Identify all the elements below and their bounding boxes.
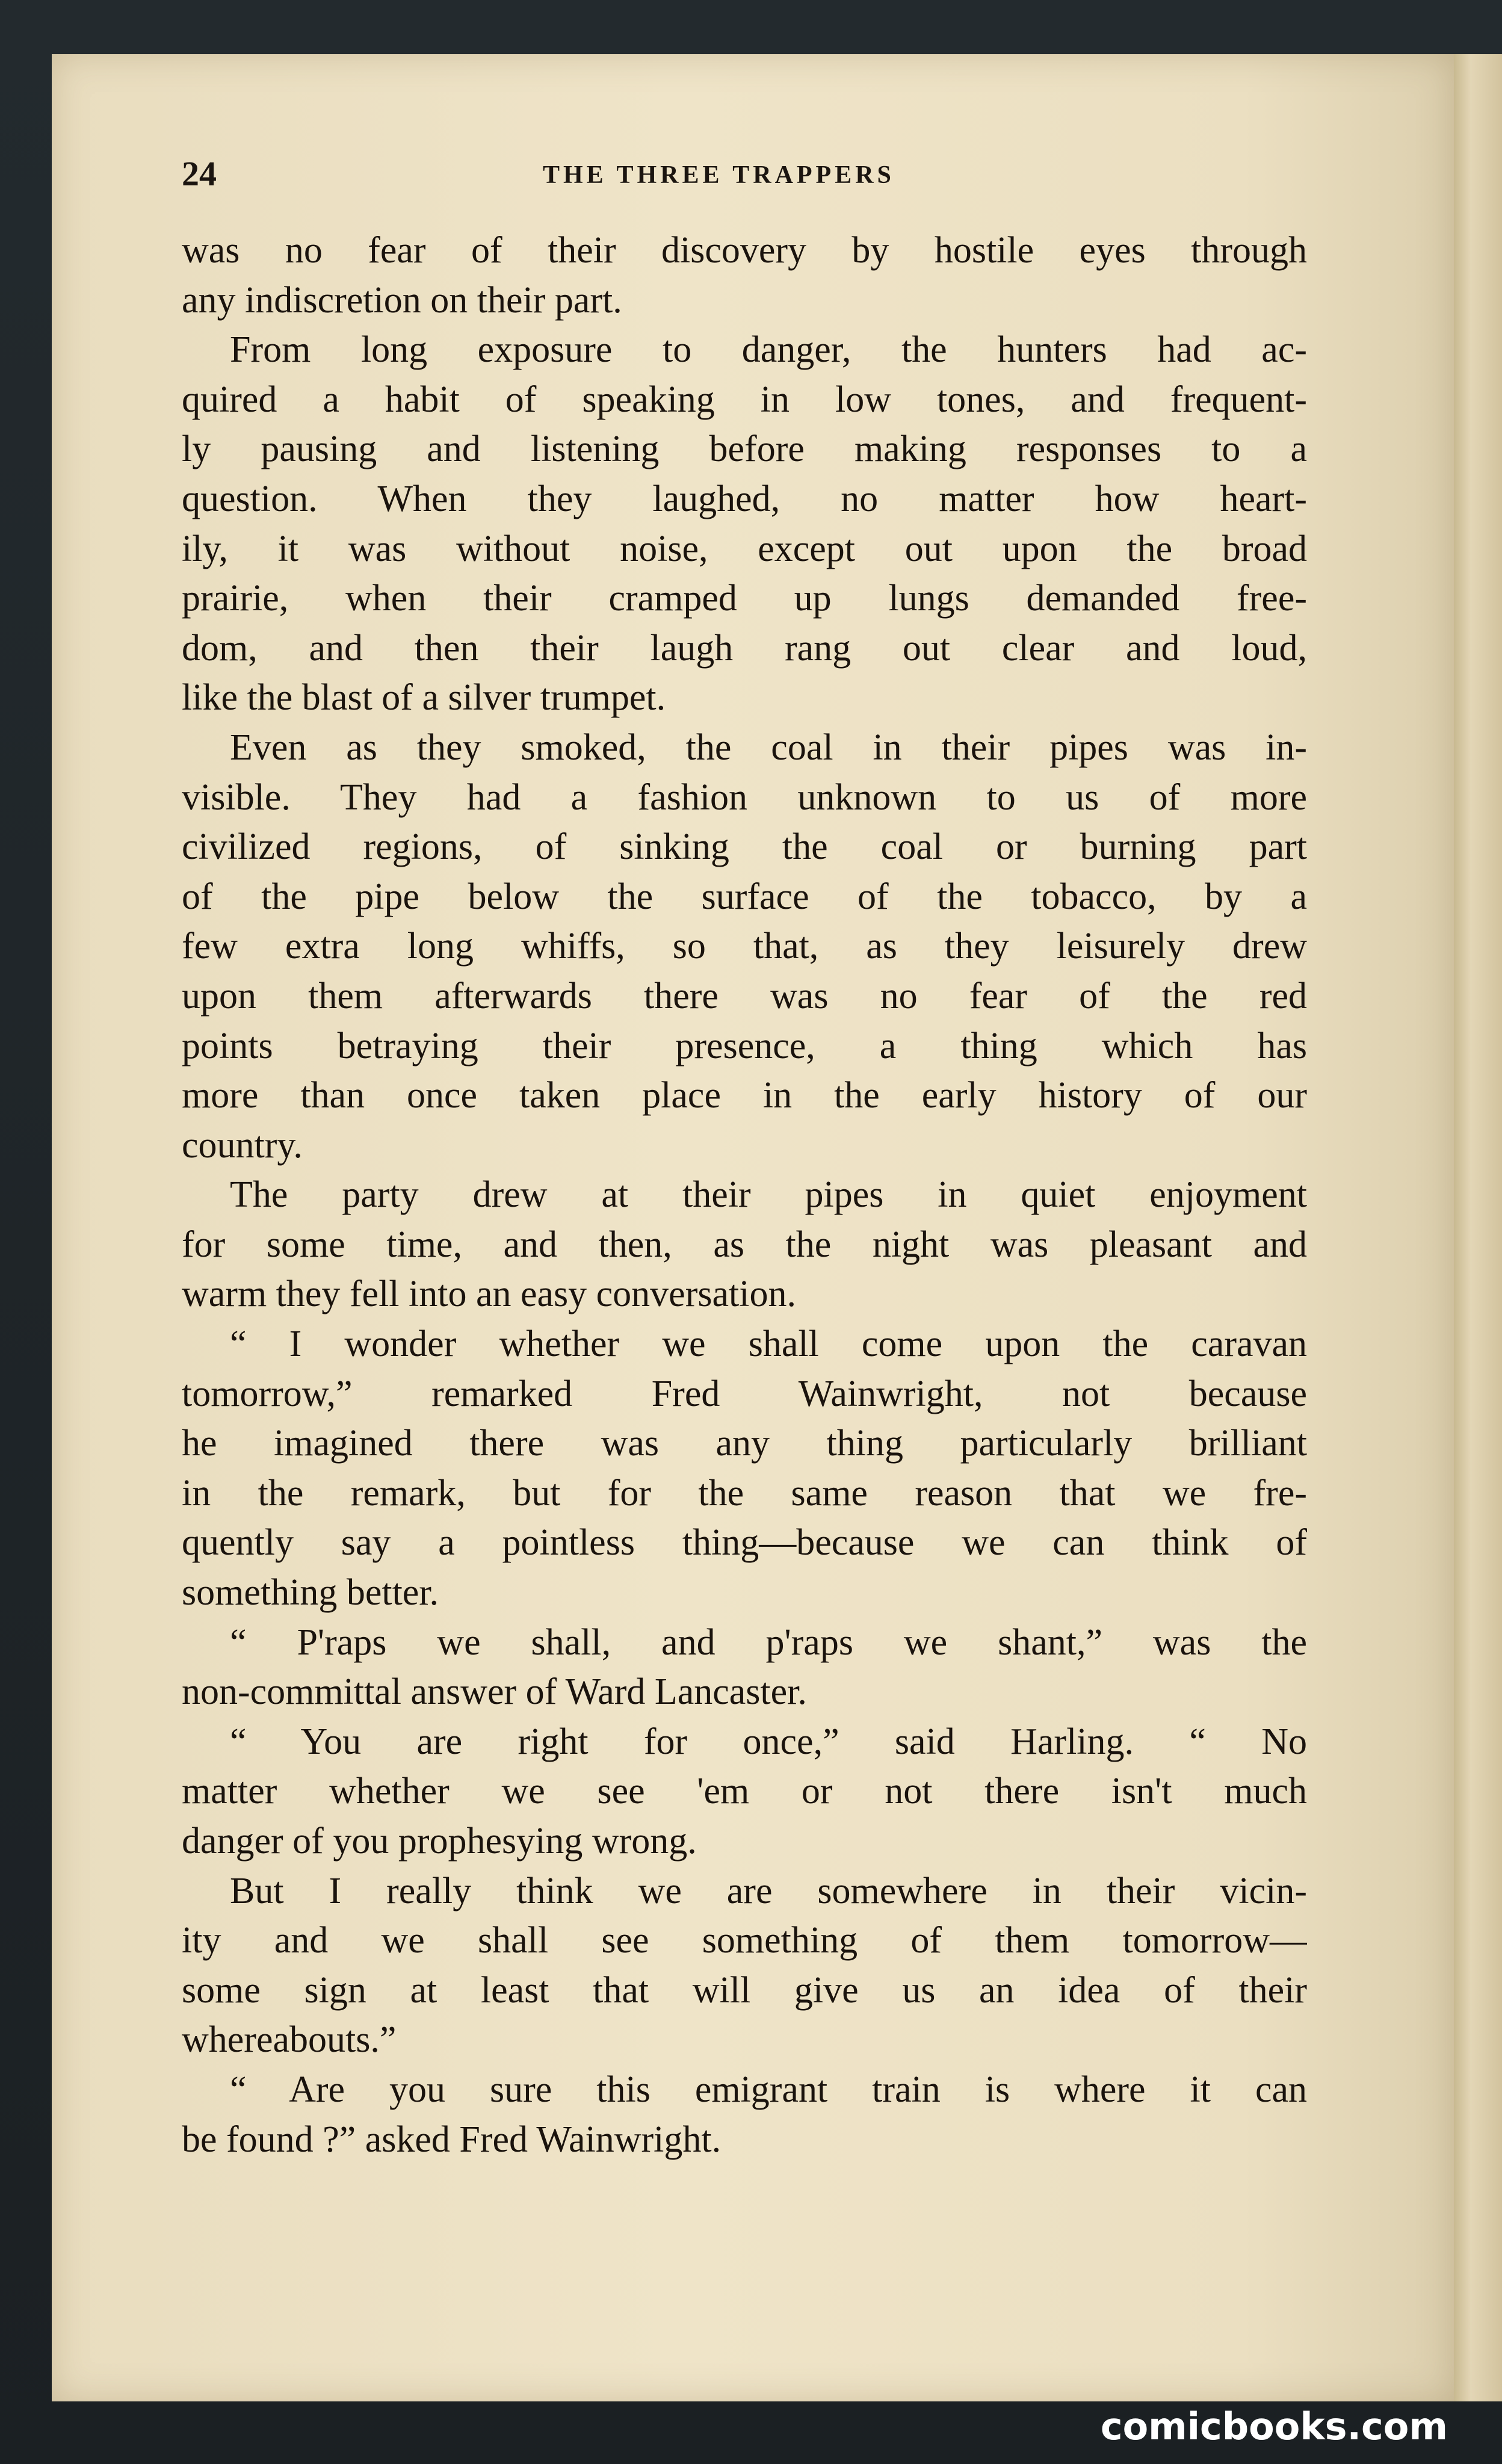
running-header (182, 153, 1307, 202)
book-spine-edge (1454, 54, 1502, 2401)
text-line: was no fear of their discovery by hostile eyes through (182, 230, 1307, 271)
text-line: civilized regions, of sinking the coal or burning part (182, 826, 1307, 868)
text-line: From long exposure to danger, the hunters had ac- (230, 329, 1307, 371)
text-line: of the pipe below the surface of the tobacco, by a (182, 876, 1307, 917)
text-line: “ You are right for once,” said Harling. “ No (230, 1721, 1307, 1762)
text-line: for some time, and then, as the night was pleasant and (182, 1224, 1307, 1265)
text-line: quently say a pointless thing—because we can think of (182, 1522, 1307, 1564)
text-line: points betraying their presence, a thing which has (182, 1025, 1307, 1066)
text-line: he imagined there was any thing particularly brilliant (182, 1423, 1307, 1464)
text-line: “ Are you sure this emigrant train is where it can (230, 2069, 1307, 2110)
text-line: But I really think we are somewhere in their vicin- (230, 1870, 1307, 1911)
text-line: few extra long whiffs, so that, as they leisurely drew (182, 926, 1307, 967)
text-line: ily, it was without noise, except out upon the broad (182, 528, 1307, 569)
text-line: upon them afterwards there was no fear of the red (182, 975, 1307, 1017)
text-line: be found ?” asked Fred Wainwright. (182, 2119, 722, 2160)
text-line: visible. They had a fashion unknown to us of more (182, 776, 1307, 818)
body-text (182, 226, 1307, 2164)
text-line: warm they fell into an easy conversation. (182, 1274, 796, 1315)
text-line: prairie, when their cramped up lungs demanded free- (182, 578, 1307, 619)
text-line: ity and we shall see something of them tomorrow— (182, 1920, 1307, 1961)
text-line: whereabouts.” (182, 2019, 397, 2061)
text-line: The party drew at their pipes in quiet enjoyment (230, 1174, 1307, 1216)
text-line: any indiscretion on their part. (182, 279, 622, 321)
page-number: 24 (182, 154, 217, 193)
text-line: “ P'raps we shall, and p'raps we shant,” was the (230, 1621, 1307, 1663)
text-line: danger of you prophesying wrong. (182, 1821, 697, 1862)
text-line: ly pausing and listening before making responses to a (182, 429, 1307, 470)
text-line: like the blast of a silver trumpet. (182, 677, 666, 719)
text-line: tomorrow,” remarked Fred Wainwright, not because (182, 1373, 1307, 1414)
text-line: question. When they laughed, no matter how heart- (182, 478, 1307, 519)
text-line: something better. (182, 1572, 439, 1614)
site-watermark: comicbooks.com (1100, 2404, 1448, 2448)
text-line: quired a habit of speaking in low tones, and frequent- (182, 379, 1307, 420)
text-line: non-committal answer of Ward Lancaster. (182, 1671, 807, 1713)
text-line: some sign at least that will give us an idea of their (182, 1969, 1307, 2011)
running-title: THE THREE TRAPPERS (543, 161, 895, 189)
text-line: “ I wonder whether we shall come upon the caravan (230, 1323, 1307, 1365)
text-line: matter whether we see 'em or not there isn't much (182, 1771, 1307, 1812)
text-line: dom, and then their laugh rang out clear and loud, (182, 627, 1307, 669)
text-line: country. (182, 1124, 303, 1166)
text-line: Even as they smoked, the coal in their pipes was in- (230, 726, 1307, 768)
text-line: more than once taken place in the early history of our (182, 1075, 1307, 1116)
text-line: in the remark, but for the same reason that we fre- (182, 1472, 1307, 1514)
